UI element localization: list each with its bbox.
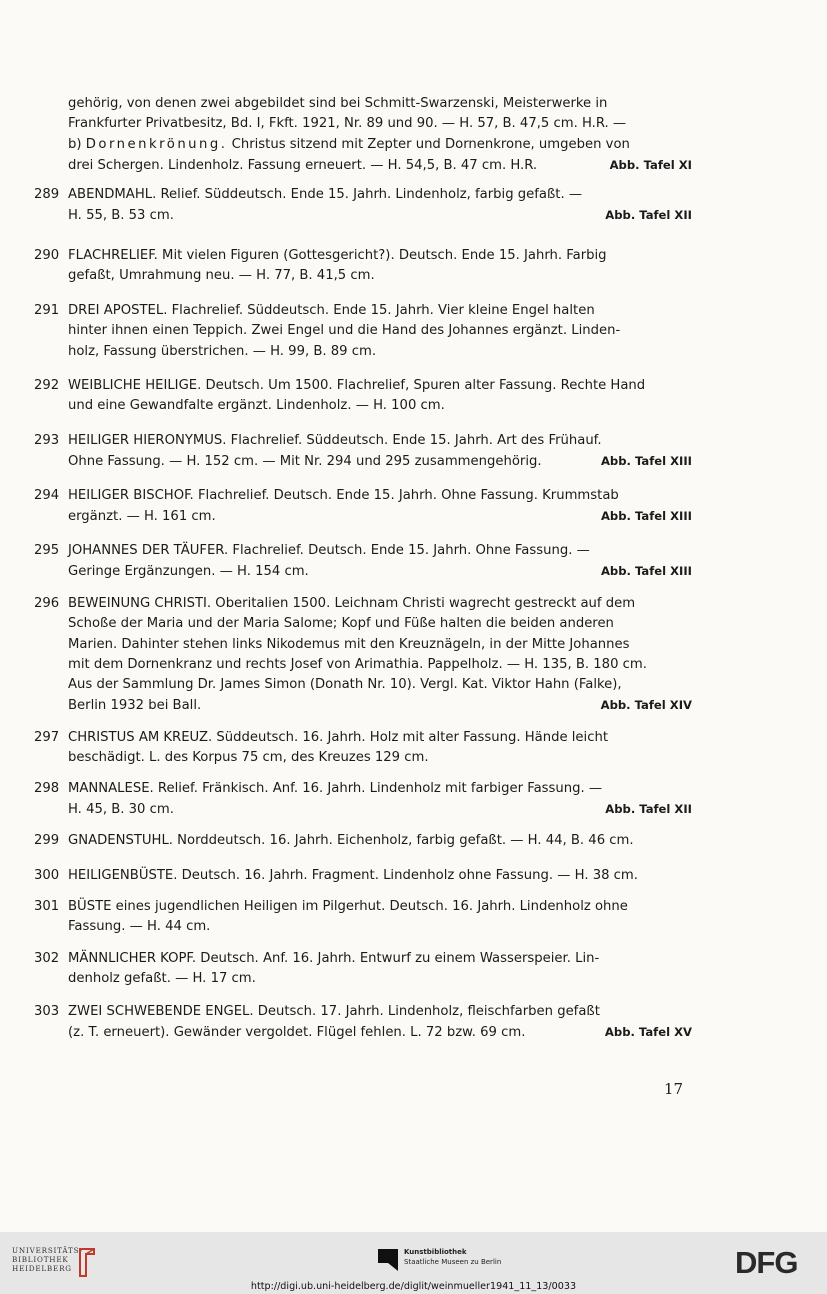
catalog-entry	[34, 866, 692, 886]
entry-text: H. 45, B. 30 cm.	[68, 802, 174, 818]
entry-line: MÄNNLICHER KOPF. Deutsch. Anf. 16. Jahrh. Entwurf zu einem Wasserspeier. Lin-	[68, 951, 600, 966]
catalog-entry	[34, 486, 692, 528]
entry-line: GNADENSTUHL. Norddeutsch. 16. Jahrh. Eichenholz, farbig gefaßt. — H. 44, B. 46 cm.	[68, 833, 634, 848]
entry-line: denholz gefaßt. — H. 17 cm.	[68, 971, 256, 987]
entry-line: holz, Fassung überstrichen. — H. 99, B. 89 cm.	[68, 343, 377, 359]
entry-line: BEWEINUNG CHRISTI. Oberitalien 1500. Leichnam Christi wagrecht gestreckt auf dem	[68, 596, 636, 611]
plate-reference: Abb. Tafel XII	[605, 208, 692, 223]
spaced-heading: Dornenkrönung.	[85, 136, 228, 152]
entry-line: und eine Gewandfalte ergänzt. Lindenholz. — H. 100 cm.	[68, 398, 445, 414]
entry-line	[68, 451, 692, 472]
entry-number: 292	[34, 378, 60, 393]
page-number: 17	[664, 1080, 684, 1098]
plate-reference: Abb. Tafel XV	[604, 1025, 692, 1040]
entry-number: 303	[34, 1004, 60, 1019]
entry-number: 294	[34, 488, 60, 503]
entry-line: Marien. Dahinter stehen links Nikodemus mit den Kreuznägeln, in der Mitte Johannes	[68, 636, 630, 652]
entry-line: mit dem Dornenkranz und rechts Josef von Arimathia. Pappelholz. — H. 135, B. 180 cm.	[68, 656, 647, 672]
catalog-entry	[34, 185, 692, 227]
catalog-entry	[34, 728, 692, 769]
catalog-entry	[34, 301, 692, 362]
catalog-entry	[34, 594, 692, 717]
intro-line: b) Dornenkrönung. Christus sitzend mit Zepter und Dornenkrone, umgeben von	[68, 136, 630, 152]
entry-line	[68, 695, 692, 716]
entry-number: 299	[34, 833, 60, 848]
entry-number: 296	[34, 596, 60, 611]
dfg-logo: DFG	[735, 1245, 798, 1280]
entry-line: Schoße der Maria und der Maria Salome; Kopf und Füße halten die beiden anderen	[68, 616, 614, 632]
plate-reference: Abb. Tafel XII	[605, 802, 692, 817]
entry-line: DREI APOSTEL. Flachrelief. Süddeutsch. Ende 15. Jahrh. Vier kleine Engel halten	[68, 303, 595, 318]
entry-line: ABENDMAHL. Relief. Süddeutsch. Ende 15. Jahrh. Lindenholz, farbig gefaßt. —	[68, 187, 583, 202]
kunstbibliothek-logo-icon	[378, 1249, 398, 1271]
intro-paragraph	[68, 94, 692, 176]
entry-number: 291	[34, 303, 60, 318]
entry-line: JOHANNES DER TÄUFER. Flachrelief. Deutsch. Ende 15. Jahrh. Ohne Fassung. —	[68, 543, 590, 558]
entry-number: 290	[34, 248, 60, 263]
catalog-entry	[34, 831, 692, 851]
catalog-entry	[34, 779, 692, 821]
entry-number: 301	[34, 899, 60, 914]
catalog-entry	[34, 246, 692, 287]
entry-line: Aus der Sammlung Dr. James Simon (Donath Nr. 10). Vergl. Kat. Viktor Hahn (Falke),	[68, 677, 622, 693]
entry-line: beschädigt. L. des Korpus 75 cm, des Kreuzes 129 cm.	[68, 750, 429, 766]
entry-line: gefaßt, Umrahmung neu. — H. 77, B. 41,5 cm.	[68, 268, 375, 284]
entry-number: 298	[34, 781, 60, 796]
entry-line	[68, 506, 692, 527]
entry-line	[68, 799, 692, 820]
catalog-entry	[34, 897, 692, 938]
entry-line: BÜSTE eines jugendlichen Heiligen im Pilgerhut. Deutsch. 16. Jahrh. Lindenholz ohne	[68, 899, 628, 914]
catalog-entry	[34, 431, 692, 473]
entry-text: H. 55, B. 53 cm.	[68, 208, 174, 224]
entry-line: HEILIGENBÜSTE. Deutsch. 16. Jahrh. Fragment. Lindenholz ohne Fassung. — H. 38 cm.	[68, 868, 638, 883]
source-url[interactable]: http://digi.ub.uni-heidelberg.de/diglit/weinmueller1941_11_13/0033	[250, 1281, 577, 1292]
plate-reference: Abb. Tafel XI	[609, 157, 692, 172]
entry-line: FLACHRELIEF. Mit vielen Figuren (Gottesgericht?). Deutsch. Ende 15. Jahrh. Farbig	[68, 248, 607, 263]
plate-reference: Abb. Tafel XIII	[600, 564, 692, 579]
ub-heidelberg-logo-icon	[76, 1246, 98, 1280]
intro-line: gehörig, von denen zwei abgebildet sind bei Schmitt-Swarzenski, Meisterwerke in	[68, 96, 608, 111]
entry-number: 300	[34, 868, 60, 883]
entry-line: Fassung. — H. 44 cm.	[68, 919, 211, 935]
entry-text: Geringe Ergänzungen. — H. 154 cm.	[68, 564, 309, 580]
plate-reference: Abb. Tafel XIII	[600, 454, 692, 469]
entry-text: (z. T. erneuert). Gewänder vergoldet. Flügel fehlen. L. 72 bzw. 69 cm.	[68, 1025, 526, 1041]
kunstbibliothek-text: Kunstbibliothek Staatliche Museen zu Berlin	[404, 1248, 502, 1266]
entry-number: 289	[34, 187, 60, 202]
catalog-entry	[34, 949, 692, 990]
entry-line: HEILIGER HIERONYMUS. Flachrelief. Süddeutsch. Ende 15. Jahrh. Art des Frühauf.	[68, 433, 602, 448]
entry-line: MANNALESE. Relief. Fränkisch. Anf. 16. Jahrh. Lindenholz mit farbiger Fassung. —	[68, 781, 603, 796]
entry-line: ZWEI SCHWEBENDE ENGEL. Deutsch. 17. Jahrh. Lindenholz, fleischfarben gefaßt	[68, 1004, 600, 1019]
entry-line: WEIBLICHE HEILIGE. Deutsch. Um 1500. Flachrelief, Spuren alter Fassung. Rechte Hand	[68, 378, 646, 393]
plate-reference: Abb. Tafel XIV	[600, 698, 692, 713]
entry-line	[68, 1022, 692, 1043]
entry-text: Berlin 1932 bei Ball.	[68, 698, 202, 714]
entry-line: hinter ihnen einen Teppich. Zwei Engel und die Hand des Johannes ergänzt. Linden-	[68, 323, 621, 339]
intro-line: Frankfurter Privatbesitz, Bd. I, Fkft. 1921, Nr. 89 und 90. — H. 57, B. 47,5 cm. H.R. —	[68, 116, 627, 132]
entry-number: 295	[34, 543, 60, 558]
catalog-entry	[34, 376, 692, 417]
entry-number: 293	[34, 433, 60, 448]
entry-text: ergänzt. — H. 161 cm.	[68, 509, 216, 525]
intro-line-last: drei Schergen. Lindenholz. Fassung erneuert. — H. 54,5, B. 47 cm. H.R. Abb. Tafel XI	[68, 155, 692, 176]
entry-line	[68, 561, 692, 582]
entry-text: Ohne Fassung. — H. 152 cm. — Mit Nr. 294 und 295 zusammengehörig.	[68, 454, 542, 470]
catalog-entry	[34, 541, 692, 583]
entry-number: 302	[34, 951, 60, 966]
ub-heidelberg-text: UNIVERSITÄTS- BIBLIOTHEK HEIDELBERG	[12, 1246, 83, 1273]
entry-line: HEILIGER BISCHOF. Flachrelief. Deutsch. Ende 15. Jahrh. Ohne Fassung. Krummstab	[68, 488, 619, 503]
plate-reference: Abb. Tafel XIII	[600, 509, 692, 524]
entry-line	[68, 205, 692, 226]
entry-number: 297	[34, 730, 60, 745]
catalog-entry	[34, 1002, 692, 1044]
entry-line: CHRISTUS AM KREUZ. Süddeutsch. 16. Jahrh. Holz mit alter Fassung. Hände leicht	[68, 730, 608, 745]
